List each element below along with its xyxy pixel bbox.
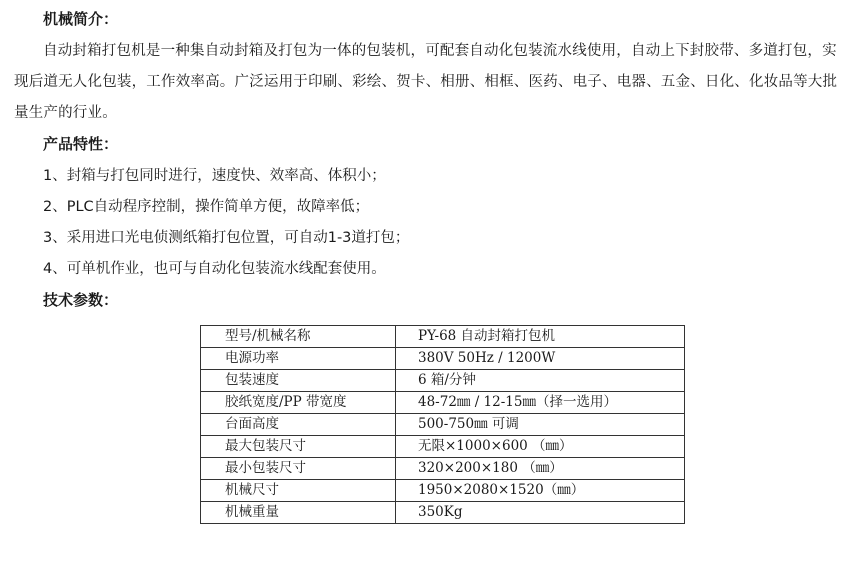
features-heading: 产品特性： bbox=[43, 135, 119, 153]
feature-item: 4、可单机作业，也可与自动化包装流水线配套使用。 bbox=[43, 261, 386, 277]
feature-item: 3、采用进口光电侦测纸箱打包位置，可自动1-3道打包； bbox=[43, 230, 410, 246]
spec-key: 最大包装尺寸 bbox=[201, 436, 396, 458]
table-row bbox=[201, 370, 685, 392]
spec-key: 机械尺寸 bbox=[201, 480, 396, 502]
spec-value: 48-72㎜ / 12-15㎜（择一选用） bbox=[396, 392, 685, 414]
table-row bbox=[201, 502, 685, 524]
feature-item: 1、封箱与打包同时进行，速度快、效率高、体积小； bbox=[43, 168, 386, 184]
table-row bbox=[201, 436, 685, 458]
table-row bbox=[201, 414, 685, 436]
specs-heading: 技术参数： bbox=[43, 291, 119, 309]
spec-value: 无限×1000×600 （㎜） bbox=[396, 436, 685, 458]
spec-value: PY-68 自动封箱打包机 bbox=[396, 326, 685, 348]
table-row bbox=[201, 326, 685, 348]
spec-key: 台面高度 bbox=[201, 414, 396, 436]
spec-key: 包装速度 bbox=[201, 370, 396, 392]
spec-value: 6 箱/分钟 bbox=[396, 370, 685, 392]
spec-value: 320×200×180 （㎜） bbox=[396, 458, 685, 480]
spec-key: 型号/机械名称 bbox=[201, 326, 396, 348]
specs-table bbox=[200, 325, 685, 524]
spec-value: 380V 50Hz / 1200W bbox=[396, 348, 685, 370]
spec-key: 电源功率 bbox=[201, 348, 396, 370]
table-row bbox=[201, 458, 685, 480]
spec-value: 500-750㎜ 可调 bbox=[396, 414, 685, 436]
intro-paragraph: 自动封箱打包机是一种集自动封箱及打包为一体的包装机，可配套自动化包装流水线使用，自动上下封胶带、多道打包，实现后道无人化包装，工作效率高。广泛运用于印刷、彩绘、贺卡、相册、相框、医药、电子、电器、五金、日化、化妆品等大批量生产的行业。 bbox=[14, 43, 838, 121]
spec-key: 最小包装尺寸 bbox=[201, 458, 396, 480]
table-row bbox=[201, 480, 685, 502]
intro-heading: 机械简介： bbox=[43, 10, 119, 28]
table-row bbox=[201, 348, 685, 370]
spec-key: 机械重量 bbox=[201, 502, 396, 524]
table-row bbox=[201, 392, 685, 414]
spec-key: 胶纸宽度/PP 带宽度 bbox=[201, 392, 396, 414]
feature-item: 2、PLC自动程序控制，操作简单方便，故障率低； bbox=[43, 199, 370, 215]
spec-value: 350Kg bbox=[396, 502, 685, 524]
spec-value: 1950×2080×1520（㎜） bbox=[396, 480, 685, 502]
